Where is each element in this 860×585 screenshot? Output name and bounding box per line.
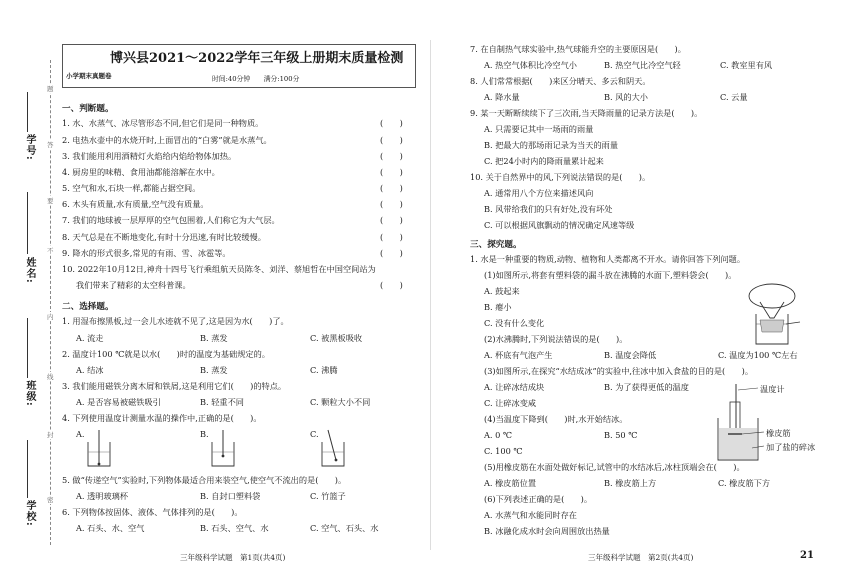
choice-option[interactable]: C. 颗粒大小不同: [310, 397, 371, 407]
seal-line: [50, 60, 51, 545]
choice-option[interactable]: C. 橡皮筋下方: [718, 478, 771, 488]
judgment-item: 3. 我们能用利用酒精灯火焰给内焰给物体加热。: [62, 151, 237, 161]
margin-label-student-id: 学号:: [24, 134, 35, 161]
section2-heading: 二、选择题。: [62, 302, 114, 312]
choice-option[interactable]: B.: [200, 429, 209, 439]
margin-label-class: 班级:: [24, 380, 35, 407]
choice-option[interactable]: B. 橡皮筋上方: [604, 478, 657, 488]
choice-option[interactable]: A. 结冰: [76, 365, 104, 375]
seal-word: 要: [47, 197, 54, 205]
exam-meta: 时间:40分钟 满分:100分: [212, 75, 300, 83]
page-divider: [430, 40, 431, 550]
choice-option[interactable]: B. 风的大小: [604, 92, 648, 102]
choice-option[interactable]: B. 把最大的那场雨记录为当天的雨量: [484, 140, 619, 150]
choice-question: 8. 人们常常根据( )来区分晴天、多云和阴天。: [470, 76, 651, 86]
thermometer-figure-a: [84, 428, 114, 468]
choice-option[interactable]: C. 可以根据风旗飘动的情况确定风速等级: [484, 220, 635, 230]
choice-option[interactable]: B. 瘪小: [484, 302, 512, 312]
judgment-item: 1. 水、水蒸气、冰尽管形态不同,但它们是同一种物质。: [62, 118, 264, 128]
choice-option[interactable]: B. 蒸发: [200, 333, 228, 343]
answer-paren[interactable]: ( ): [380, 248, 403, 258]
judgment-item: 10. 2022年10月12日,神舟十四号飞行乘组航天员陈冬、刘洋、蔡旭哲在中国空间站为: [62, 264, 376, 274]
exam-title: 博兴县2021～2022学年三年级上册期末质量检测: [110, 51, 404, 66]
judgment-item: 2. 电热水壶中的水烧开时,上面冒出的“白雾”就是水蒸气。: [62, 135, 272, 145]
choice-option[interactable]: B. 50 ℃: [604, 430, 638, 440]
answer-paren[interactable]: ( ): [380, 183, 403, 193]
page-number: 21: [800, 550, 814, 561]
choice-option[interactable]: A. 热空气体积比冷空气小: [484, 60, 577, 70]
choice-option[interactable]: A. 流走: [76, 333, 104, 343]
seal-word: 不: [47, 247, 54, 255]
choice-option[interactable]: A. 透明玻璃杯: [76, 491, 129, 501]
answer-paren[interactable]: ( ): [380, 232, 403, 242]
sub-question: (2)水沸腾时,下列说法错误的是( )。: [484, 334, 628, 344]
judgment-item: 5. 空气和水,石块一样,都能占据空间。: [62, 183, 201, 193]
exam-badge: 小学期末真题卷: [66, 72, 112, 80]
choice-question: 5. 做“传递空气”实验时,下列物体最适合用来装空气,使空气不流出的是( )。: [62, 475, 347, 485]
figure-label-rubber-band: 橡皮筋: [766, 428, 791, 438]
choice-option[interactable]: A. 0 ℃: [484, 430, 513, 440]
school-blank[interactable]: [27, 440, 28, 498]
name-blank[interactable]: [27, 192, 28, 254]
judgment-item: 8. 天气总是在不断地变化,有时十分迅速,有时比较缓慢。: [62, 232, 266, 242]
class-blank[interactable]: [27, 318, 28, 378]
choice-option[interactable]: A. 鼓起来: [484, 286, 520, 296]
choice-option[interactable]: A. 橡皮筋位置: [484, 478, 537, 488]
choice-question: 7. 在自制热气球实验中,热气球能升空的主要原因是( )。: [470, 44, 686, 54]
choice-option[interactable]: B. 热空气比冷空气轻: [604, 60, 681, 70]
choice-question: 6. 下列物体按固体、液体、气体排列的是( )。: [62, 507, 243, 517]
answer-paren[interactable]: ( ): [380, 167, 403, 177]
footer-right: 三年级科学试题 第2页(共4页): [588, 553, 694, 562]
judgment-item: 4. 厨房里的味精、食用油都能溶解在水中。: [62, 167, 220, 177]
margin-label-school: 学校:: [24, 500, 35, 527]
answer-paren[interactable]: ( ): [380, 280, 403, 290]
choice-option[interactable]: B. 蒸发: [200, 365, 228, 375]
choice-option[interactable]: A. 石头、水、空气: [76, 523, 145, 533]
student-id-blank[interactable]: [27, 92, 28, 132]
choice-option[interactable]: B. 为了获得更低的温度: [604, 382, 689, 392]
choice-option[interactable]: C. 让碎冰变咸: [484, 398, 537, 408]
choice-option[interactable]: C. 没有什么变化: [484, 318, 545, 328]
answer-paren[interactable]: ( ): [380, 215, 403, 225]
seal-word: 内: [47, 313, 54, 321]
choice-option[interactable]: B. 温度会降低: [604, 350, 657, 360]
section1-heading: 一、判断题。: [62, 104, 114, 114]
judgment-item-cont: 我们带来了精彩的太空科普课。: [76, 280, 191, 290]
choice-option[interactable]: C. 温度为100 ℃左右: [718, 350, 798, 360]
section3-heading: 三、探究题。: [470, 240, 522, 250]
answer-paren[interactable]: ( ): [380, 135, 403, 145]
choice-option[interactable]: A. 杯底有气泡产生: [484, 350, 553, 360]
thermometer-figure-c: [318, 428, 348, 468]
choice-option[interactable]: C. 教室里有风: [720, 60, 773, 70]
funnel-bag-figure: [742, 282, 802, 348]
choice-option[interactable]: A. 降水量: [484, 92, 520, 102]
choice-option[interactable]: C. 空气、石头、水: [310, 523, 379, 533]
choice-option[interactable]: C. 沸腾: [310, 365, 338, 375]
seal-word: 密: [47, 496, 54, 504]
choice-question: 4. 下列使用温度计测量水温的操作中,正确的是( )。: [62, 413, 262, 423]
choice-option[interactable]: A. 通常用八个方位来描述风向: [484, 188, 594, 198]
choice-option[interactable]: B. 冰融化成水时会向周围放出热量: [484, 526, 610, 536]
choice-question: 2. 温度计100 ℃就是以水( )时的温度为基础规定的。: [62, 349, 270, 359]
choice-option[interactable]: B. 石头、空气、水: [200, 523, 269, 533]
choice-question: 3. 我们能用磁铁分离木屑和铁屑,这是利用它们( )的特点。: [62, 381, 287, 391]
answer-paren[interactable]: ( ): [380, 118, 403, 128]
choice-option[interactable]: C. 竹篮子: [310, 491, 346, 501]
figure-label-thermometer: 温度计: [760, 384, 785, 394]
footer-left: 三年级科学试题 第1页(共4页): [180, 553, 286, 562]
choice-option[interactable]: A. 只需要记其中一场雨的雨量: [484, 124, 594, 134]
choice-option[interactable]: A. 是否容易被磁铁吸引: [76, 397, 161, 407]
choice-option[interactable]: B. 自封口塑料袋: [200, 491, 261, 501]
choice-option[interactable]: C. 云量: [720, 92, 748, 102]
seal-word: 答: [47, 141, 54, 149]
answer-paren[interactable]: ( ): [380, 151, 403, 161]
inquiry-intro: 1. 水是一种重要的物质,动物、植物和人类都离不开水。请你回答下列问题。: [470, 254, 746, 264]
margin-label-name: 姓名:: [24, 257, 35, 284]
choice-option[interactable]: B. 风带给我们的只有好处,没有坏处: [484, 204, 613, 214]
choice-option[interactable]: C. 把24小时内的降雨量累计起来: [484, 156, 604, 166]
figure-label-salted-ice: 加了盐的碎冰: [766, 442, 816, 452]
sub-question: (1)如图所示,将套有塑料袋的漏斗放在沸腾的水面下,塑料袋会( )。: [484, 270, 737, 280]
sub-question: (5)用橡皮筋在水面处做好标记,试管中的水结冰后,冰柱顶端会在( )。: [484, 462, 745, 472]
choice-option[interactable]: B. 轻重不同: [200, 397, 244, 407]
thermometer-figure-b: [208, 428, 238, 468]
seal-word: 题: [47, 85, 54, 93]
seal-word: 封: [47, 431, 54, 439]
judgment-item: 9. 降水的形式很多,常见的有雨、雪、冰雹等。: [62, 248, 231, 258]
choice-option[interactable]: C. 100 ℃: [484, 446, 523, 456]
choice-question: 9. 某一天断断续续下了三次雨,当天降雨量的记录方法是( )。: [470, 108, 703, 118]
choice-option[interactable]: A. 水蒸气和水能同时存在: [484, 510, 577, 520]
choice-question: 1. 用湿布擦黑板,过一会儿水迹就不见了,这是因为水( )了。: [62, 316, 289, 326]
sub-question: (4)当温度下降到( )时,水开始结冰。: [484, 414, 628, 424]
judgment-item: 7. 我们的地球被一层厚厚的空气包围着,人们称它为大气层。: [62, 215, 280, 225]
sub-question: (6)下列表述正确的是( )。: [484, 494, 593, 504]
choice-option[interactable]: C.: [310, 429, 319, 439]
choice-option[interactable]: A.: [76, 429, 85, 439]
answer-paren[interactable]: ( ): [380, 199, 403, 209]
choice-option[interactable]: C. 被黑板吸收: [310, 333, 363, 343]
seal-word: 线: [47, 373, 54, 381]
sub-question: (3)如图所示,在探究“水结成冰”的实验中,往冰中加入食盐的目的是( )。: [484, 366, 754, 376]
choice-option[interactable]: A. 让碎冰结成块: [484, 382, 545, 392]
choice-question: 10. 关于自然界中的风,下列说法错误的是( )。: [470, 172, 651, 182]
judgment-item: 6. 木头有质量,水有质量,空气没有质量。: [62, 199, 209, 209]
